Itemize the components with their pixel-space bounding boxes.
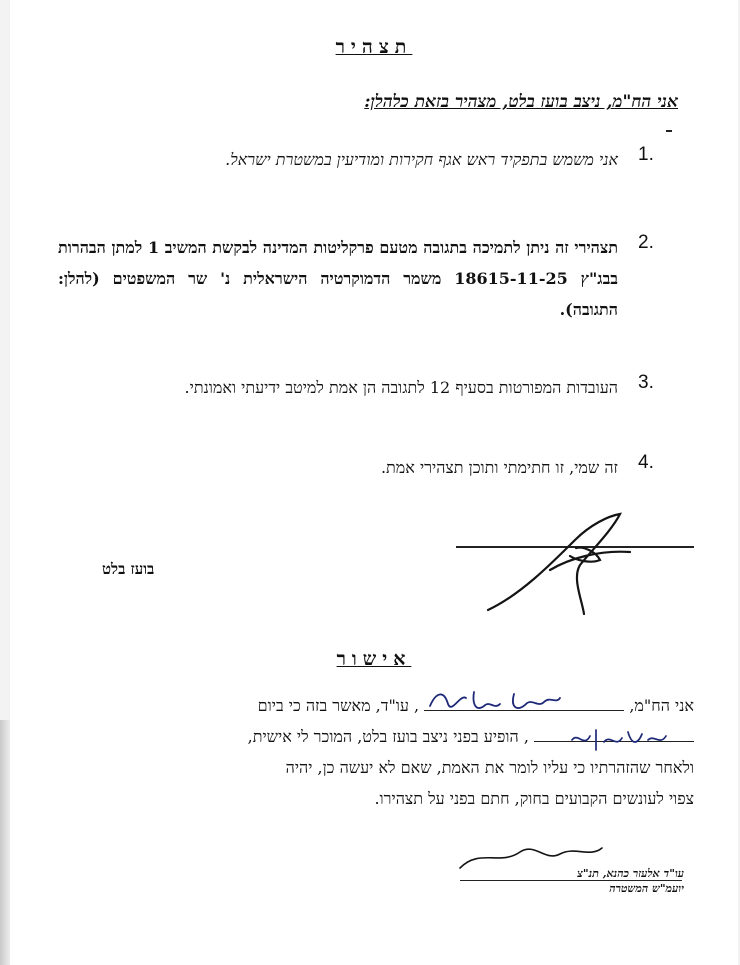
affidavit [10,0,738,965]
approval-line-3: ולאחר שהזהרתיו כי עליו לומר את האמת, שאם לא יעשה כן, יהיה [285,758,694,777]
approval-title: אישור [336,648,412,670]
stamp-line-1: עו"ד אלעזר כהנא, תנ"צ [577,867,684,880]
approval-line-2: , הופיע בפני ניצב בועז בלט, המוכר לי אישית, [54,721,694,752]
lawyer-stamp [448,866,684,896]
affidavit-intro: אני הח"מ, ניצב בועז בלט, מצהיר בזאת כלהלן: [364,92,678,112]
signer-name: בועז בלט [102,560,155,578]
affidavit-title: תצהיר [335,36,413,58]
clause-number: 3. [638,372,654,393]
document-page [10,0,738,965]
handwritten-date [566,722,678,756]
clause-number: 2. [638,232,654,253]
approval-line-4: צפוי לעונשים הקבועים בחוק, חתם בפני על תצהירו. [374,789,694,808]
handwritten-name [422,684,570,720]
clause-text: זה שמי, זו חתימתי ותוכן תצהירי אמת. [380,458,618,477]
clause-number: 4. [638,452,654,473]
clause-text: העובדות המפורטות בסעיף 12 לתגובה הן אמת למיטב ידיעתי ואמונתי. [184,378,618,397]
clause-number: 1. [638,144,654,165]
declarant-signature [480,510,640,625]
margin-mark [666,130,672,132]
stamp-line-2: יועמ"ש המשטרה [609,882,684,895]
approval-line-1: אני הח"מ, , עו"ד, מאשר בזה כי ביום [54,690,694,721]
clause-text: תצהירי זה ניתן לתמיכה בתגובה מטעם פרקליטות המדינה לבקשת המשיב 1 למתן הבהרות בבג"ץ 18615-11-25 משמר הדמוקרטיה הישראלית נ' שר המשפטים (להלן: התגובה). [58,238,619,319]
clause-text: אני משמש בתפקיד ראש אגף חקירות ומודיעין במשטרת ישראל. [225,150,618,169]
scan-edge-shadow [0,720,10,965]
